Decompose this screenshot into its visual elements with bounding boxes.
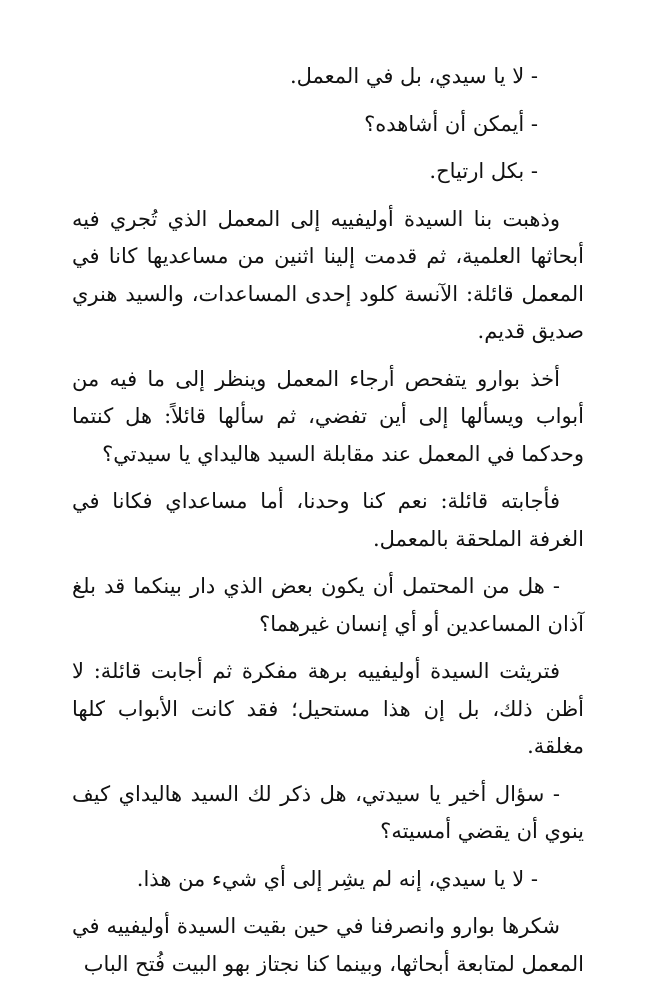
dialogue-line: - بكل ارتياح. (429, 159, 538, 183)
dialogue-line: - لا يا سيدي، إنه لم يشِر إلى أي شيء من هذا. (136, 866, 538, 891)
narrative-paragraph: فأجابته قائلة: نعم كنا وحدنا، أما مساعداي فكانا في الغرفة الملحقة بالمعمل. (72, 489, 584, 551)
narrative-paragraph: وذهبت بنا السيدة أوليفييه إلى المعمل الذي تُجري فيه أبحاثها العلمية، ثم قدمت إلينا اثنين من مساعديها كانا في المعمل قائلة: الآنسة كلود إحدى المساعدات، والسيد هنري صديق قديم. (72, 206, 584, 343)
book-page (72, 58, 584, 983)
dialogue-line: - أيمكن أن أشاهده؟ (364, 111, 538, 136)
narrative-paragraph: فتريثت السيدة أوليفييه برهة مفكرة ثم أجابت قائلة: لا أظن ذلك، بل إن هذا مستحيل؛ فقد كانت الأبواب كلها مغلقة. (72, 659, 584, 758)
narrative-paragraph: شكرها بوارو وانصرفنا في حين بقيت السيدة أوليفييه في المعمل لمتابعة أبحاثها، وبينما كنا نجتاز بهو البيت فُتح الباب (72, 914, 584, 976)
dialogue-line: - لا يا سيدي، بل في المعمل. (289, 64, 538, 88)
dialogue-paragraph: - سؤال أخير يا سيدتي، هل ذكر لك السيد هاليداي كيف ينوي أن يقضي أمسيته؟ (72, 781, 584, 843)
narrative-paragraph: أخذ بوارو يتفحص أرجاء المعمل وينظر إلى ما فيه من أبواب ويسألها إلى أين تفضي، ثم سألها قائلاً: هل كنتما وحدكما في المعمل عند مقابلة السيد هاليداي يا سيدتي؟ (72, 366, 584, 466)
dialogue-paragraph: - هل من المحتمل أن يكون بعض الذي دار بينكما قد بلغ آذان المساعدين أو أي إنسان غيرهما؟ (72, 574, 584, 636)
